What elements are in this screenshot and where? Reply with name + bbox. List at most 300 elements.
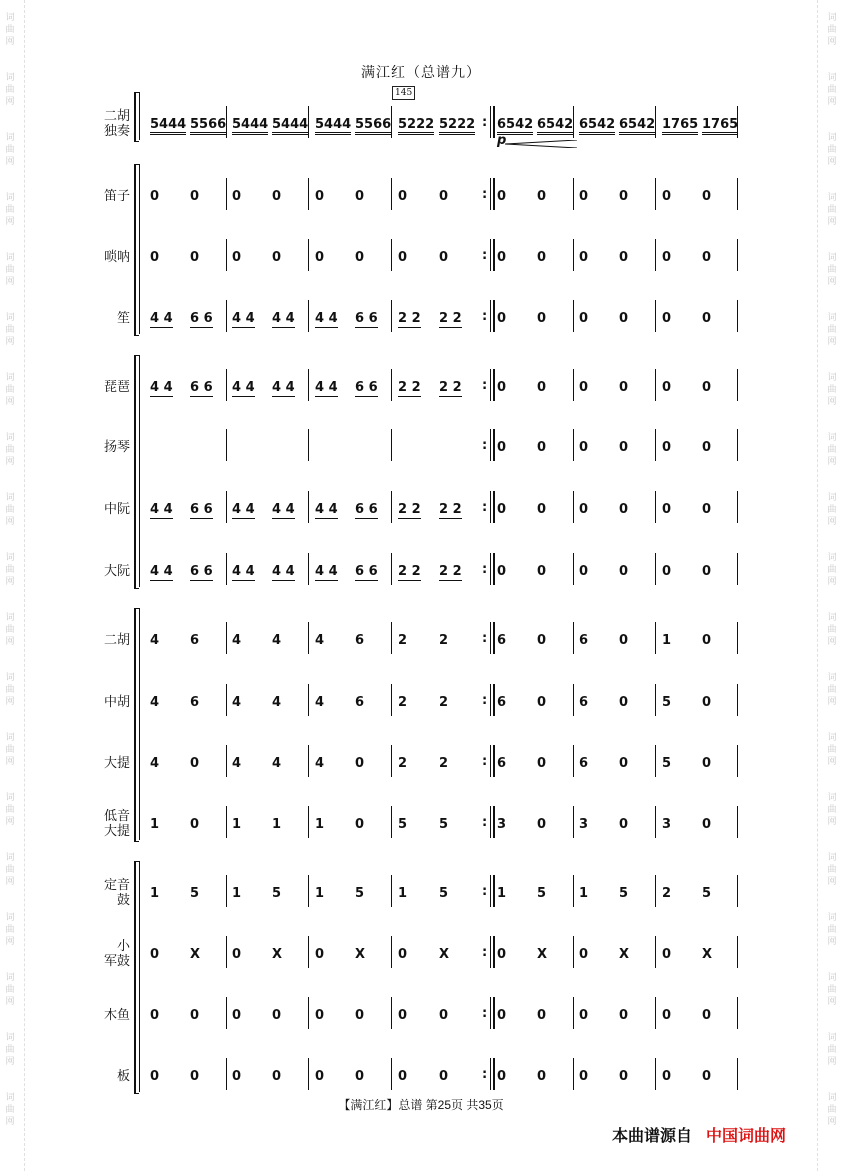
note: 0 xyxy=(190,250,200,265)
watermark-char: 词 xyxy=(5,493,15,503)
instrument-label: 板 xyxy=(116,1068,130,1083)
note: 4 4 xyxy=(150,311,173,326)
note: 5444 xyxy=(315,118,351,135)
note: 0 xyxy=(619,1069,629,1084)
watermark-block xyxy=(824,1020,840,1080)
note: X xyxy=(190,947,201,962)
watermark-char: 曲 xyxy=(827,1045,837,1055)
note: 0 xyxy=(190,189,200,204)
barline xyxy=(226,429,227,461)
note: 5 xyxy=(662,756,672,771)
watermark-char: 网 xyxy=(827,757,837,767)
watermark-char: 曲 xyxy=(827,985,837,995)
note: 4 xyxy=(272,633,282,648)
barline xyxy=(308,622,309,654)
watermark-char: 曲 xyxy=(5,1045,15,1055)
left-guide-line xyxy=(24,0,25,1171)
watermark-block xyxy=(2,240,18,300)
note: 0 xyxy=(619,1008,629,1023)
watermark-block xyxy=(2,420,18,480)
watermark-char: 网 xyxy=(827,1117,837,1127)
note: 0 xyxy=(579,947,589,962)
barline xyxy=(391,1058,392,1090)
note: 5222 xyxy=(398,118,434,135)
barline xyxy=(737,178,738,210)
watermark-char: 词 xyxy=(5,853,15,863)
watermark-char: 曲 xyxy=(5,385,15,395)
system-line xyxy=(139,861,140,1092)
watermark-char: 网 xyxy=(827,217,837,227)
watermark-char: 词 xyxy=(827,433,837,443)
watermark-char: 词 xyxy=(5,1093,15,1103)
watermark-block xyxy=(2,360,18,420)
watermark-char: 网 xyxy=(5,1057,15,1067)
barline xyxy=(573,178,574,210)
watermark-char: 网 xyxy=(5,577,15,587)
barline xyxy=(391,239,392,271)
dynamic-mark: p xyxy=(497,133,507,148)
barline xyxy=(655,622,656,654)
watermark-char: 网 xyxy=(827,97,837,107)
watermark-block xyxy=(824,420,840,480)
barline-double xyxy=(493,178,495,210)
note: X xyxy=(439,947,450,962)
note: 1 xyxy=(272,817,282,832)
watermark-char: 词 xyxy=(827,853,837,863)
note: 6542 xyxy=(619,118,655,135)
note: 2 xyxy=(398,695,408,710)
barline xyxy=(737,1058,738,1090)
barline xyxy=(573,875,574,907)
watermark-char: 词 xyxy=(827,913,837,923)
barline xyxy=(490,936,491,968)
barline xyxy=(226,684,227,716)
note: 0 xyxy=(497,189,507,204)
instrument-label: 唢呐 xyxy=(103,249,130,264)
barline xyxy=(573,806,574,838)
repeat-dots: : xyxy=(482,1006,488,1021)
watermark-block xyxy=(824,240,840,300)
barline xyxy=(573,429,574,461)
watermark-char: 曲 xyxy=(5,445,15,455)
watermark-block xyxy=(824,960,840,1020)
watermark-char: 曲 xyxy=(827,145,837,155)
note: 6 6 xyxy=(355,311,378,326)
barline xyxy=(490,300,491,332)
barline xyxy=(391,875,392,907)
barline xyxy=(737,300,738,332)
barline xyxy=(737,553,738,585)
watermark-char: 曲 xyxy=(827,25,837,35)
watermark-char: 网 xyxy=(827,457,837,467)
watermark-char: 网 xyxy=(5,457,15,467)
note: 6 6 xyxy=(190,564,213,579)
barline xyxy=(737,622,738,654)
repeat-dots: : xyxy=(482,945,488,960)
note: 4 4 xyxy=(315,502,338,517)
watermark-char: 网 xyxy=(5,97,15,107)
note: 4 4 xyxy=(232,502,255,517)
note: 1 xyxy=(150,886,160,901)
barline xyxy=(655,745,656,777)
note: 0 xyxy=(315,1069,325,1084)
watermark-char: 网 xyxy=(827,637,837,647)
note: 4 4 xyxy=(150,502,173,517)
note: 5 xyxy=(398,817,408,832)
repeat-dots: : xyxy=(482,500,488,515)
note: 2 xyxy=(439,633,449,648)
note: 0 xyxy=(272,250,282,265)
note: 6 xyxy=(579,695,589,710)
note: 0 xyxy=(662,311,672,326)
note: 0 xyxy=(662,564,672,579)
watermark-block xyxy=(824,120,840,180)
note: 2 2 xyxy=(398,311,421,326)
note: 6 xyxy=(497,633,507,648)
barline xyxy=(655,1058,656,1090)
note: 0 xyxy=(619,250,629,265)
note: 6 6 xyxy=(190,502,213,517)
note: 5566 xyxy=(190,118,226,135)
watermark-char: 曲 xyxy=(827,565,837,575)
barline xyxy=(391,369,392,401)
note: 0 xyxy=(232,250,242,265)
watermark-char: 网 xyxy=(5,697,15,707)
watermark-char: 曲 xyxy=(827,625,837,635)
barline-double xyxy=(493,622,495,654)
system-line xyxy=(139,164,140,334)
instrument-label: 中阮 xyxy=(103,501,130,516)
note: 6 6 xyxy=(190,311,213,326)
note: 5 xyxy=(190,886,200,901)
watermark-char: 词 xyxy=(5,553,15,563)
note: 4 xyxy=(232,695,242,710)
barline xyxy=(737,239,738,271)
note: 0 xyxy=(190,756,200,771)
barline-double xyxy=(493,875,495,907)
note: 0 xyxy=(619,756,629,771)
instrument-label: 二胡 xyxy=(103,632,130,647)
barline xyxy=(490,429,491,461)
note: 0 xyxy=(702,695,712,710)
note: 1765 xyxy=(702,118,738,135)
note: 4 4 xyxy=(232,311,255,326)
watermark-char: 词 xyxy=(5,613,15,623)
barline xyxy=(391,429,392,461)
note: 0 xyxy=(355,817,365,832)
note: 0 xyxy=(497,1069,507,1084)
watermark-char: 词 xyxy=(827,193,837,203)
repeat-dots: : xyxy=(482,309,488,324)
note: 5 xyxy=(537,886,547,901)
barline xyxy=(573,622,574,654)
watermark-char: 词 xyxy=(827,673,837,683)
note: 0 xyxy=(439,250,449,265)
watermark-char: 网 xyxy=(5,217,15,227)
instrument-label: 木鱼 xyxy=(103,1007,130,1022)
note: 6 xyxy=(579,633,589,648)
note: 0 xyxy=(232,189,242,204)
note: 0 xyxy=(579,440,589,455)
watermark-char: 曲 xyxy=(5,565,15,575)
note: 0 xyxy=(355,250,365,265)
note: 0 xyxy=(579,250,589,265)
watermark-char: 曲 xyxy=(5,25,15,35)
note: 0 xyxy=(662,947,672,962)
barline xyxy=(490,553,491,585)
note: 2 2 xyxy=(439,564,462,579)
watermark-char: 网 xyxy=(827,157,837,167)
watermark-block xyxy=(824,180,840,240)
watermark-char: 网 xyxy=(5,1117,15,1127)
note: 6542 xyxy=(579,118,615,135)
note: 1 xyxy=(315,817,325,832)
note: 0 xyxy=(272,1008,282,1023)
repeat-dots: : xyxy=(482,1067,488,1082)
note: 4 4 xyxy=(315,564,338,579)
note: 0 xyxy=(662,250,672,265)
barline xyxy=(655,875,656,907)
instrument-label: 小 军鼓 xyxy=(103,938,130,968)
note: 0 xyxy=(579,311,589,326)
note: 0 xyxy=(315,1008,325,1023)
watermark-right xyxy=(824,0,840,1171)
barline xyxy=(226,491,227,523)
note: 5444 xyxy=(232,118,268,135)
barline xyxy=(308,300,309,332)
barline-double xyxy=(493,1058,495,1090)
barline xyxy=(490,239,491,271)
watermark-char: 曲 xyxy=(5,265,15,275)
note: 3 xyxy=(497,817,507,832)
watermark-char: 网 xyxy=(827,877,837,887)
barline xyxy=(573,553,574,585)
watermark-char: 词 xyxy=(5,13,15,23)
note: 2 xyxy=(439,756,449,771)
barline xyxy=(490,997,491,1029)
barline xyxy=(655,239,656,271)
watermark-char: 词 xyxy=(5,433,15,443)
note: 0 xyxy=(702,1008,712,1023)
watermark-block xyxy=(824,360,840,420)
note: 1 xyxy=(150,817,160,832)
barline-double xyxy=(493,806,495,838)
watermark-char: 网 xyxy=(827,397,837,407)
note: 0 xyxy=(702,189,712,204)
note: X xyxy=(702,947,713,962)
note: 0 xyxy=(355,1008,365,1023)
note: 0 xyxy=(662,380,672,395)
watermark-char: 网 xyxy=(5,877,15,887)
note: 0 xyxy=(537,756,547,771)
system-line xyxy=(139,355,140,587)
note: 0 xyxy=(619,633,629,648)
note: 0 xyxy=(315,947,325,962)
barline xyxy=(226,178,227,210)
barline xyxy=(308,553,309,585)
watermark-char: 曲 xyxy=(827,805,837,815)
instrument-label: 二胡 独奏 xyxy=(103,108,130,138)
watermark-char: 网 xyxy=(827,937,837,947)
note: 6542 xyxy=(537,118,573,135)
barline xyxy=(226,745,227,777)
watermark-block xyxy=(2,900,18,960)
note: 0 xyxy=(497,440,507,455)
watermark-char: 曲 xyxy=(5,985,15,995)
barline xyxy=(391,684,392,716)
note: 0 xyxy=(702,502,712,517)
note: 0 xyxy=(579,1008,589,1023)
note: 4 4 xyxy=(315,311,338,326)
note: 1765 xyxy=(662,118,698,135)
note: 0 xyxy=(619,189,629,204)
note: 3 xyxy=(579,817,589,832)
watermark-block xyxy=(2,960,18,1020)
barline xyxy=(391,178,392,210)
barline xyxy=(490,622,491,654)
note: 5 xyxy=(439,817,449,832)
note: 0 xyxy=(702,440,712,455)
note: 0 xyxy=(398,1008,408,1023)
note: 4 xyxy=(315,633,325,648)
note: 0 xyxy=(662,1008,672,1023)
watermark-char: 网 xyxy=(5,397,15,407)
barline xyxy=(573,300,574,332)
barline xyxy=(737,936,738,968)
repeat-dots: : xyxy=(482,815,488,830)
note: 2 2 xyxy=(439,311,462,326)
note: 0 xyxy=(497,380,507,395)
note: 5444 xyxy=(272,118,308,135)
note: 0 xyxy=(537,695,547,710)
watermark-block xyxy=(2,600,18,660)
note: 0 xyxy=(662,440,672,455)
note: 4 xyxy=(272,695,282,710)
barline xyxy=(655,369,656,401)
watermark-char: 词 xyxy=(5,193,15,203)
source-site[interactable]: 中国词曲网 xyxy=(706,1128,787,1145)
barline xyxy=(655,429,656,461)
watermark-char: 曲 xyxy=(827,205,837,215)
barline xyxy=(308,491,309,523)
note: 0 xyxy=(702,380,712,395)
watermark-block xyxy=(2,840,18,900)
watermark-block xyxy=(2,300,18,360)
note: 5222 xyxy=(439,118,475,135)
watermark-char: 网 xyxy=(827,37,837,47)
note: 4 xyxy=(232,633,242,648)
instrument-label: 低音 大提 xyxy=(103,808,130,838)
barline xyxy=(655,997,656,1029)
barline xyxy=(655,806,656,838)
barline xyxy=(391,745,392,777)
note: 2 2 xyxy=(439,502,462,517)
watermark-char: 曲 xyxy=(827,505,837,515)
watermark-char: 网 xyxy=(827,277,837,287)
repeat-dots: : xyxy=(482,562,488,577)
watermark-char: 词 xyxy=(827,1093,837,1103)
barline xyxy=(308,875,309,907)
watermark-char: 词 xyxy=(827,1033,837,1043)
note: 4 xyxy=(315,756,325,771)
barline xyxy=(226,369,227,401)
watermark-char: 曲 xyxy=(5,1105,15,1115)
note: 0 xyxy=(497,311,507,326)
note: 0 xyxy=(579,189,589,204)
watermark-char: 曲 xyxy=(827,445,837,455)
watermark-block xyxy=(2,720,18,780)
watermark-block xyxy=(2,0,18,60)
watermark-left xyxy=(2,0,18,1171)
watermark-char: 曲 xyxy=(5,85,15,95)
watermark-char: 曲 xyxy=(827,265,837,275)
barline xyxy=(490,178,491,210)
note: 4 xyxy=(150,695,160,710)
note: 0 xyxy=(190,1069,200,1084)
barline xyxy=(573,369,574,401)
barline xyxy=(490,684,491,716)
barline xyxy=(490,491,491,523)
barline xyxy=(308,239,309,271)
note: X xyxy=(537,947,548,962)
barline xyxy=(573,745,574,777)
instrument-label: 笙 xyxy=(116,310,130,325)
note: 0 xyxy=(150,1008,160,1023)
note: 5 xyxy=(439,886,449,901)
watermark-char: 网 xyxy=(5,997,15,1007)
note: 1 xyxy=(579,886,589,901)
watermark-char: 网 xyxy=(5,337,15,347)
watermark-char: 词 xyxy=(827,133,837,143)
barline xyxy=(391,622,392,654)
barline xyxy=(737,745,738,777)
note: 0 xyxy=(439,1069,449,1084)
note: 0 xyxy=(439,189,449,204)
watermark-block xyxy=(824,0,840,60)
watermark-block xyxy=(2,540,18,600)
note: 3 xyxy=(662,817,672,832)
note: 2 2 xyxy=(398,380,421,395)
watermark-char: 曲 xyxy=(827,385,837,395)
watermark-char: 网 xyxy=(5,637,15,647)
barline xyxy=(573,491,574,523)
note: 2 2 xyxy=(439,380,462,395)
note: 0 xyxy=(537,189,547,204)
barline xyxy=(226,300,227,332)
barline xyxy=(655,491,656,523)
note: 0 xyxy=(150,250,160,265)
note: 1 xyxy=(315,886,325,901)
watermark-char: 网 xyxy=(827,337,837,347)
repeat-dots: : xyxy=(482,438,488,453)
instrument-label: 扬琴 xyxy=(103,439,130,454)
note: 0 xyxy=(497,502,507,517)
note: 5566 xyxy=(355,118,391,135)
barline xyxy=(391,806,392,838)
watermark-char: 网 xyxy=(827,577,837,587)
note: 0 xyxy=(619,380,629,395)
watermark-char: 词 xyxy=(5,913,15,923)
note: 0 xyxy=(190,817,200,832)
note: 6 xyxy=(497,695,507,710)
note: 4 4 xyxy=(272,502,295,517)
note: 6 6 xyxy=(355,564,378,579)
barline-double xyxy=(493,491,495,523)
barline xyxy=(308,806,309,838)
page-footer: 【满江红】总谱 第25页 共35页 xyxy=(338,1098,504,1112)
watermark-char: 词 xyxy=(827,793,837,803)
score-title: 满江红（总谱九） xyxy=(361,65,481,81)
